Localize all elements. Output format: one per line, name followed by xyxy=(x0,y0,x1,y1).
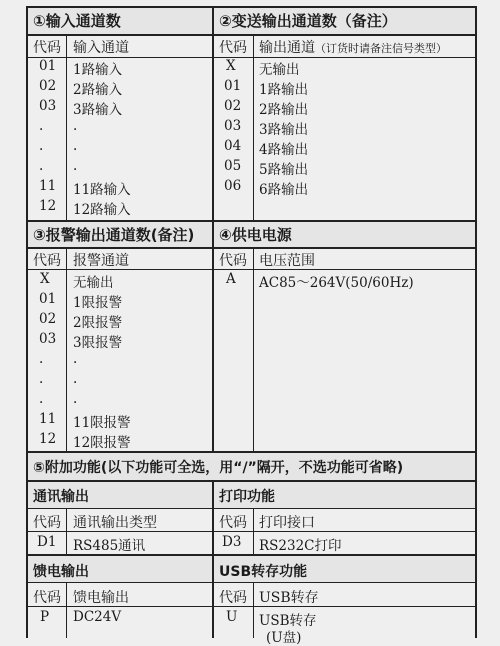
code-cell: . xyxy=(39,371,44,387)
name-cell: 3路输入 xyxy=(73,102,123,118)
section2-col-code: 代码 xyxy=(219,40,247,56)
code-cell: A xyxy=(226,271,236,287)
name-cell: 11限报警 xyxy=(73,415,131,431)
comm-col-name: 通讯输出类型 xyxy=(73,515,157,531)
name-cell: 3限报警 xyxy=(73,335,123,351)
code-cell: X xyxy=(226,58,236,74)
feed-title: 馈电输出 xyxy=(33,564,89,580)
name-cell: 1路输出 xyxy=(259,82,309,98)
name-cell: 1限报警 xyxy=(73,295,123,311)
usb-title: USB转存功能 xyxy=(219,564,308,580)
code-cell: . xyxy=(39,158,44,174)
comm-name: RS485通讯 xyxy=(73,538,146,554)
table-border xyxy=(475,6,477,638)
section1-col-name: 输入通道 xyxy=(73,40,129,56)
code-cell: 01 xyxy=(39,291,57,307)
code-cell: 03 xyxy=(39,331,57,347)
table-rule xyxy=(26,220,477,222)
section2-col-name xyxy=(259,37,447,57)
usb-col-code: 代码 xyxy=(219,590,247,606)
feed-col-name: 馈电输出 xyxy=(73,590,129,606)
usb-name: USB转存 xyxy=(259,613,317,629)
section4-col-name: 电压范围 xyxy=(259,253,315,269)
name-cell: 11路输入 xyxy=(73,182,131,198)
code-cell: 03 xyxy=(39,98,57,114)
table-rule xyxy=(26,57,477,58)
section3-col-code: 代码 xyxy=(33,253,61,269)
column-divider xyxy=(253,247,254,452)
name-cell: 无输出 xyxy=(73,275,114,291)
column-divider xyxy=(253,34,254,221)
code-cell: 04 xyxy=(224,138,242,154)
column-divider xyxy=(66,582,67,638)
name-cell: 无输出 xyxy=(259,62,300,78)
code-cell: 11 xyxy=(39,178,57,194)
print-code: D3 xyxy=(222,534,242,550)
print-col-code: 代码 xyxy=(219,515,247,531)
name-cell: 12限报警 xyxy=(73,435,131,451)
table-rule xyxy=(26,480,477,482)
column-divider xyxy=(66,247,67,452)
table-rule xyxy=(26,6,477,8)
section4-col-code: 代码 xyxy=(219,253,247,269)
table-rule xyxy=(26,582,477,583)
code-cell: 03 xyxy=(224,118,242,134)
section3-title: ③报警输出通道数(备注) xyxy=(33,226,195,244)
table-rule xyxy=(26,554,477,556)
code-cell: 05 xyxy=(224,158,242,174)
comm-code: D1 xyxy=(37,534,57,550)
code-cell: 02 xyxy=(224,98,242,114)
name-cell: 4路输出 xyxy=(259,142,309,158)
code-cell: 06 xyxy=(224,178,242,194)
code-cell: . xyxy=(39,118,44,134)
table-rule xyxy=(26,508,477,509)
table-rule xyxy=(26,34,477,36)
name-cell: 1路输入 xyxy=(73,62,123,78)
name-cell: 2路输入 xyxy=(73,82,123,98)
section3-col-name: 报警通道 xyxy=(73,253,129,269)
code-cell: 02 xyxy=(39,311,57,327)
code-cell: 12 xyxy=(39,198,57,214)
name-cell: 12路输入 xyxy=(73,202,131,218)
name-cell: 6路输出 xyxy=(259,182,309,198)
code-cell: . xyxy=(39,351,44,367)
code-cell: 11 xyxy=(39,411,57,427)
code-cell: 02 xyxy=(39,78,57,94)
section1-col-code: 代码 xyxy=(33,40,61,56)
usb-col-name: USB转存 xyxy=(259,590,319,606)
section2-col-note: （订货时请备注信号类型） xyxy=(315,42,447,55)
section2-col-name-text: 输出通道 xyxy=(259,40,315,56)
comm-title: 通讯输出 xyxy=(33,489,89,505)
section4-title: ④供电电源 xyxy=(219,226,292,244)
code-cell: . xyxy=(39,138,44,154)
table-divider xyxy=(212,480,214,638)
table-rule xyxy=(26,247,477,249)
name-cell: . xyxy=(73,158,78,174)
feed-name: DC24V xyxy=(73,609,122,625)
name-cell: . xyxy=(73,371,78,387)
table-rule xyxy=(26,606,477,607)
name-cell: . xyxy=(73,138,78,154)
name-cell: . xyxy=(73,351,78,367)
table-rule xyxy=(26,531,477,532)
column-divider xyxy=(253,582,254,638)
code-cell: 12 xyxy=(39,431,57,447)
table-border xyxy=(26,6,28,638)
section5-title: ⑤附加功能(以下功能可全选，用“/”隔开，不选功能可省略) xyxy=(33,460,404,476)
usb-name-line2: (U盘) xyxy=(266,630,302,646)
code-cell: X xyxy=(40,271,50,287)
name-cell: 3路输出 xyxy=(259,122,309,138)
feed-col-code: 代码 xyxy=(33,590,61,606)
name-cell: . xyxy=(73,118,78,134)
name-cell: . xyxy=(73,391,78,407)
section2-title: ②变送输出通道数（备注） xyxy=(219,12,397,30)
name-cell: 2限报警 xyxy=(73,315,123,331)
feed-code: P xyxy=(40,609,50,625)
table-rule xyxy=(26,269,477,270)
print-title: 打印功能 xyxy=(219,489,275,505)
name-cell: 5路输出 xyxy=(259,162,309,178)
name-cell: 2路输出 xyxy=(259,102,309,118)
name-cell: AC85～264V(50/60Hz) xyxy=(259,275,414,291)
table-divider xyxy=(212,6,214,452)
comm-col-code: 代码 xyxy=(33,515,61,531)
usb-code: U xyxy=(226,609,238,625)
column-divider xyxy=(66,34,67,221)
table-rule xyxy=(26,451,477,453)
section1-title: ①输入通道数 xyxy=(33,12,121,30)
print-name: RS232C打印 xyxy=(259,538,342,554)
code-cell: 01 xyxy=(224,78,242,94)
print-col-name: 打印接口 xyxy=(259,515,315,531)
code-cell: . xyxy=(39,391,44,407)
code-cell: 01 xyxy=(39,58,57,74)
